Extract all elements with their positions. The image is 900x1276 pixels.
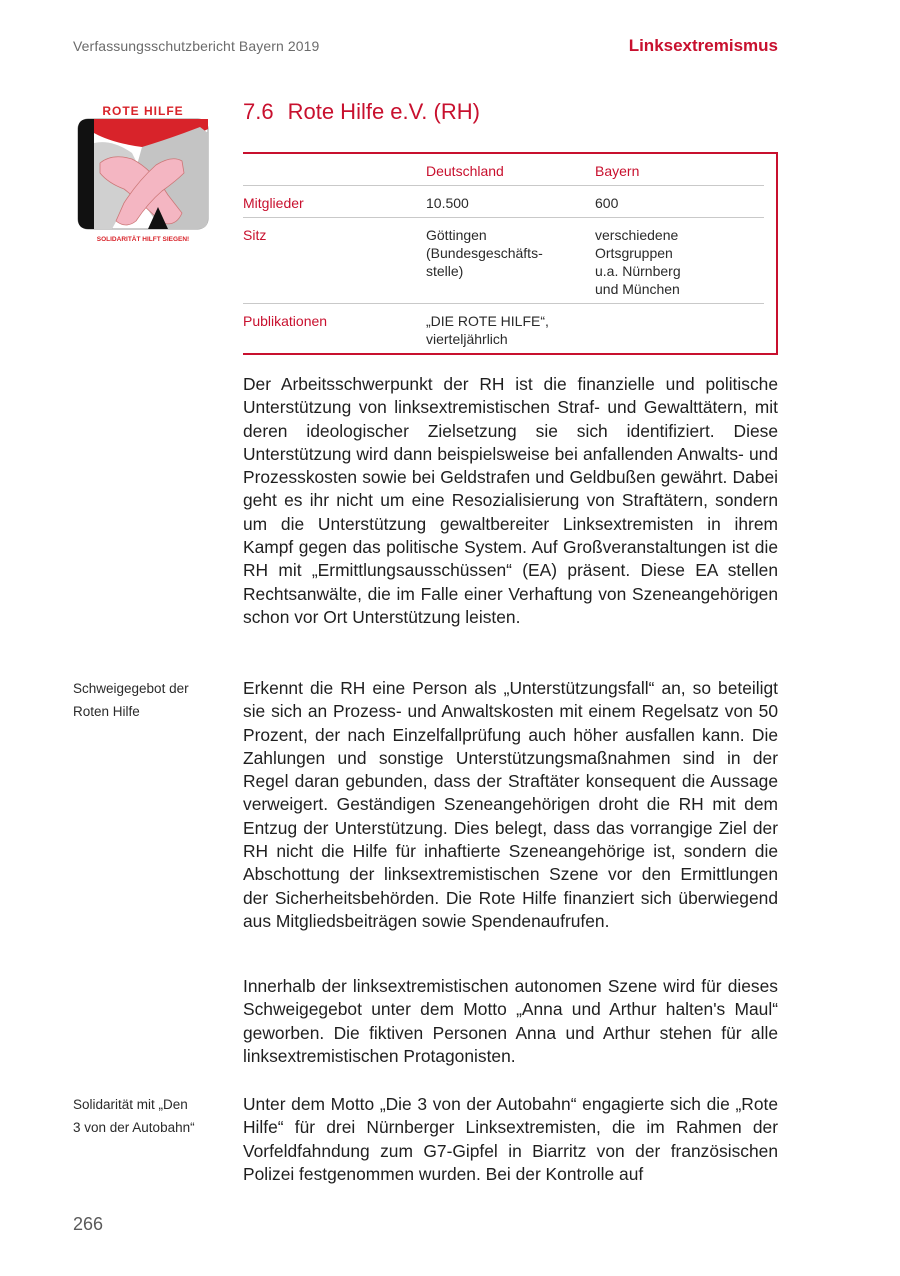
rote-hilfe-logo-icon bbox=[72, 103, 214, 245]
table-row-mitglieder bbox=[243, 186, 764, 218]
cell-mitglieder-bayern: 600 bbox=[595, 195, 619, 211]
cell-line: u.a. Nürnberg bbox=[595, 263, 681, 279]
section-title: Rote Hilfe e.V. (RH) bbox=[287, 99, 480, 124]
row-label-mitglieder: Mitglieder bbox=[243, 195, 304, 211]
paragraph-autobahn: Unter dem Motto „Die 3 von der Autobahn“ engagierte sich die „Rote Hilfe“ für drei Nürnberger Linksextremisten, die im Rahmen der Vorfeldfahndung zum G7-Gipfel in Biarritz von der französischen Polizei festgenommen wurden. Bei der Kontrolle auf bbox=[243, 1094, 778, 1184]
running-head-chapter: Linksextremismus bbox=[628, 36, 778, 55]
cell-line: stelle) bbox=[426, 263, 464, 279]
margin-note-line: 3 von der Autobahn“ bbox=[73, 1120, 195, 1135]
section-number: 7.6 bbox=[243, 99, 274, 124]
table-row-publikationen bbox=[243, 304, 764, 354]
margin-note-line: Schweigegebot der bbox=[73, 681, 189, 696]
row-label-sitz: Sitz bbox=[243, 227, 267, 243]
cell-sitz-bayern bbox=[595, 226, 681, 298]
cell-mitglieder-deutschland: 10.500 bbox=[426, 195, 469, 211]
margin-note-schweigegebot bbox=[73, 677, 223, 723]
cell-line: vierteljährlich bbox=[426, 331, 508, 347]
margin-note-line: Roten Hilfe bbox=[73, 704, 140, 719]
section-heading bbox=[243, 99, 480, 125]
logo-bottom-text: SOLIDARITÄT HILFT SIEGEN! bbox=[96, 236, 190, 243]
page-number: 266 bbox=[73, 1214, 104, 1234]
running-head-publication: Verfassungsschutzbericht Bayern 2019 bbox=[73, 38, 320, 54]
margin-note-autobahn bbox=[73, 1093, 223, 1139]
cell-publikationen-deutschland bbox=[426, 312, 549, 348]
cell-line: Ortsgruppen bbox=[595, 245, 673, 261]
cell-sitz-deutschland bbox=[426, 226, 543, 280]
cell-line: Göttingen bbox=[426, 227, 487, 243]
row-label-publikationen: Publikationen bbox=[243, 313, 328, 329]
facts-table bbox=[243, 152, 778, 355]
margin-note-line: Solidarität mit „Den bbox=[73, 1097, 188, 1112]
table-header-row bbox=[243, 154, 764, 186]
column-header-bayern: Bayern bbox=[595, 163, 640, 179]
rote-hilfe-logo-image bbox=[72, 103, 214, 245]
cell-line: verschiedene bbox=[595, 227, 679, 243]
cell-line: „DIE ROTE HILFE“, bbox=[426, 313, 549, 329]
column-header-deutschland: Deutschland bbox=[426, 163, 504, 179]
logo-top-text: ROTE HILFE bbox=[102, 104, 184, 118]
paragraph-anna-und-arthur: Innerhalb der linksextremistischen autonomen Szene wird für dieses Schweigegebot unter dem Motto „Anna und Arthur halten's Maul“ geworben. Die fiktiven Personen Anna und Arthur stehen für alle linksextremistischen Protagonisten. bbox=[243, 976, 778, 1066]
paragraph-arbeitsschwerpunkt: Der Arbeitsschwerpunkt der RH ist die finanzielle und politische Unterstützung von linksextremistischen Straf- und Gewalttätern, mit deren ideologischer Zielsetzung sie sich identifiziert. Diese Unterstützung wird dann beispielsweise bei anfallenden Anwalts- und Prozesskosten sowie bei Geldstrafen und Geldbußen gewährt. Dabei geht es ihr nicht um eine Resozialisierung von Straftätern, sondern um die Unterstützung gewaltbereiter Linksextremisten in ihrem Kampf gegen das politische System. Auf Großveranstaltungen ist die RH mit „Ermittlungsausschüssen“ (EA) präsent. Diese EA stellen Rechtsanwälte, die im Falle einer Verhaftung von Szeneangehörigen schon vor Ort Unterstützung leisten. bbox=[243, 374, 778, 627]
cell-line: (Bundesgeschäfts- bbox=[426, 245, 543, 261]
cell-line: und München bbox=[595, 281, 680, 297]
table-row-sitz bbox=[243, 218, 764, 304]
paragraph-schweigegebot: Erkennt die RH eine Person als „Unterstützungsfall“ an, so beteiligt sie sich an Prozess- und Anwaltskosten mit einem Regelsatz von 50 Prozent, der nach Einzelfallprüfung auch höher ausfallen kann. Die Zahlungen und sonstige Unterstützungsmaßnahmen sind in der Regel daran gebunden, dass der Straftäter konsequent die Aussage verweigert. Geständigen Szeneangehörigen droht die RH mit dem Entzug der Unterstützung. Dies belegt, dass das vorrangige Ziel der RH nicht die Hilfe für inhaftierte Szeneangehörige ist, sondern die Abschottung der linksextremistischen Szene vor den Ermittlungen der Sicherheitsbehörden. Die Rote Hilfe finanziert sich überwiegend aus Mitgliedsbeiträgen sowie Spendenaufrufen. bbox=[243, 678, 778, 931]
